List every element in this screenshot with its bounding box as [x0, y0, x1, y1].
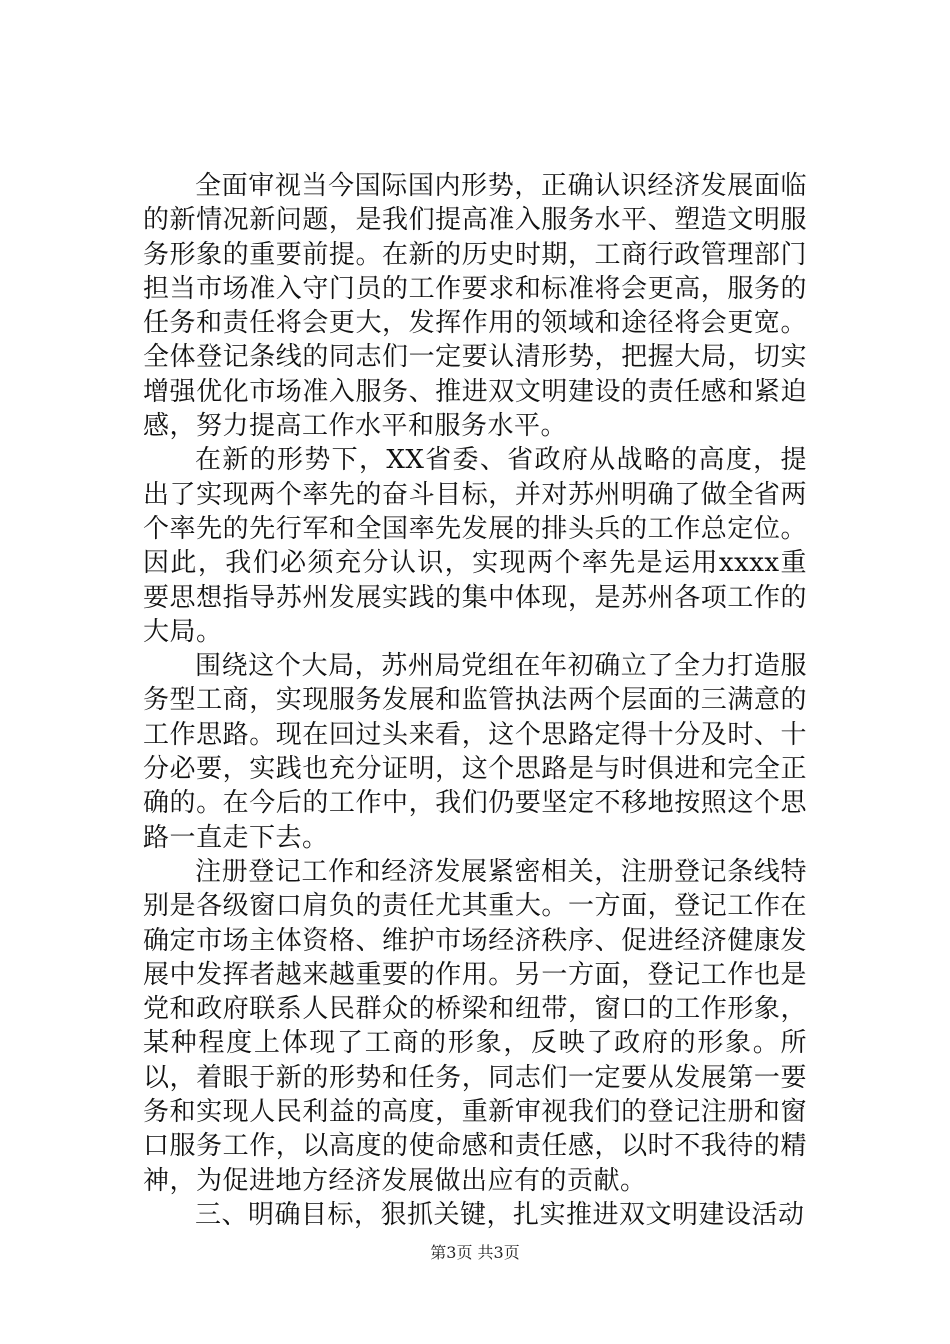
- page-footer: [0, 1243, 950, 1263]
- paragraph-3: 围绕这个大局，苏州局党组在年初确立了全力打造服务型工商，实现服务发展和监管执法两个层面的三满意的工作思路。现在回过头来看，这个思路定得十分及时、十分必要，实践也充分证明，这个思路是与时俱进和完全正确的。在今后的工作中，我们仍要坚定不移地按照这个思路一直走下去。: [143, 651, 807, 853]
- page-number-label: 第3页 共3页: [430, 1243, 520, 1262]
- paragraph-1: 全面审视当今国际国内形势，正确认识经济发展面临的新情况新问题，是我们提高准入服务水平、塑造文明服务形象的重要前提。在新的历史时期，工商行政管理部门担当市场准入守门员的工作要求和标准将会更高，服务的任务和责任将会更大，发挥作用的领域和途径将会更宽。全体登记条线的同志们一定要认清形势，把握大局，切实增强优化市场准入服务、推进双文明建设的责任感和紧迫感，努力提高工作水平和服务水平。: [143, 171, 807, 442]
- paragraph-2: 在新的形势下，XX省委、省政府从战略的高度，提出了实现两个率先的奋斗目标，并对苏州明确了做全省两个率先的先行军和全国率先发展的排头兵的工作总定位。因此，我们必须充分认识，实现两个率先是运用xxxx重要思想指导苏州发展实践的集中体现，是苏州各项工作的大局。: [143, 445, 807, 647]
- section-heading: 三、明确目标，狠抓关键，扎实推进双文明建设活动: [195, 1199, 805, 1230]
- document-body: [143, 169, 807, 1232]
- paragraph-4: 注册登记工作和经济发展紧密相关，注册登记条线特别是各级窗口肩负的责任尤其重大。一方面，登记工作在确定市场主体资格、维护市场经济秩序、促进经济健康发展中发挥者越来越重要的作用。另一方面，登记工作也是党和政府联系人民群众的桥梁和纽带，窗口的工作形象，某种程度上体现了工商的形象，反映了政府的形象。所以，着眼于新的形势和任务，同志们一定要从发展第一要务和实现人民利益的高度，重新审视我们的登记注册和窗口服务工作，以高度的使命感和责任感，以时不我待的精神，为促进地方经济发展做出应有的贡献。: [143, 856, 807, 1196]
